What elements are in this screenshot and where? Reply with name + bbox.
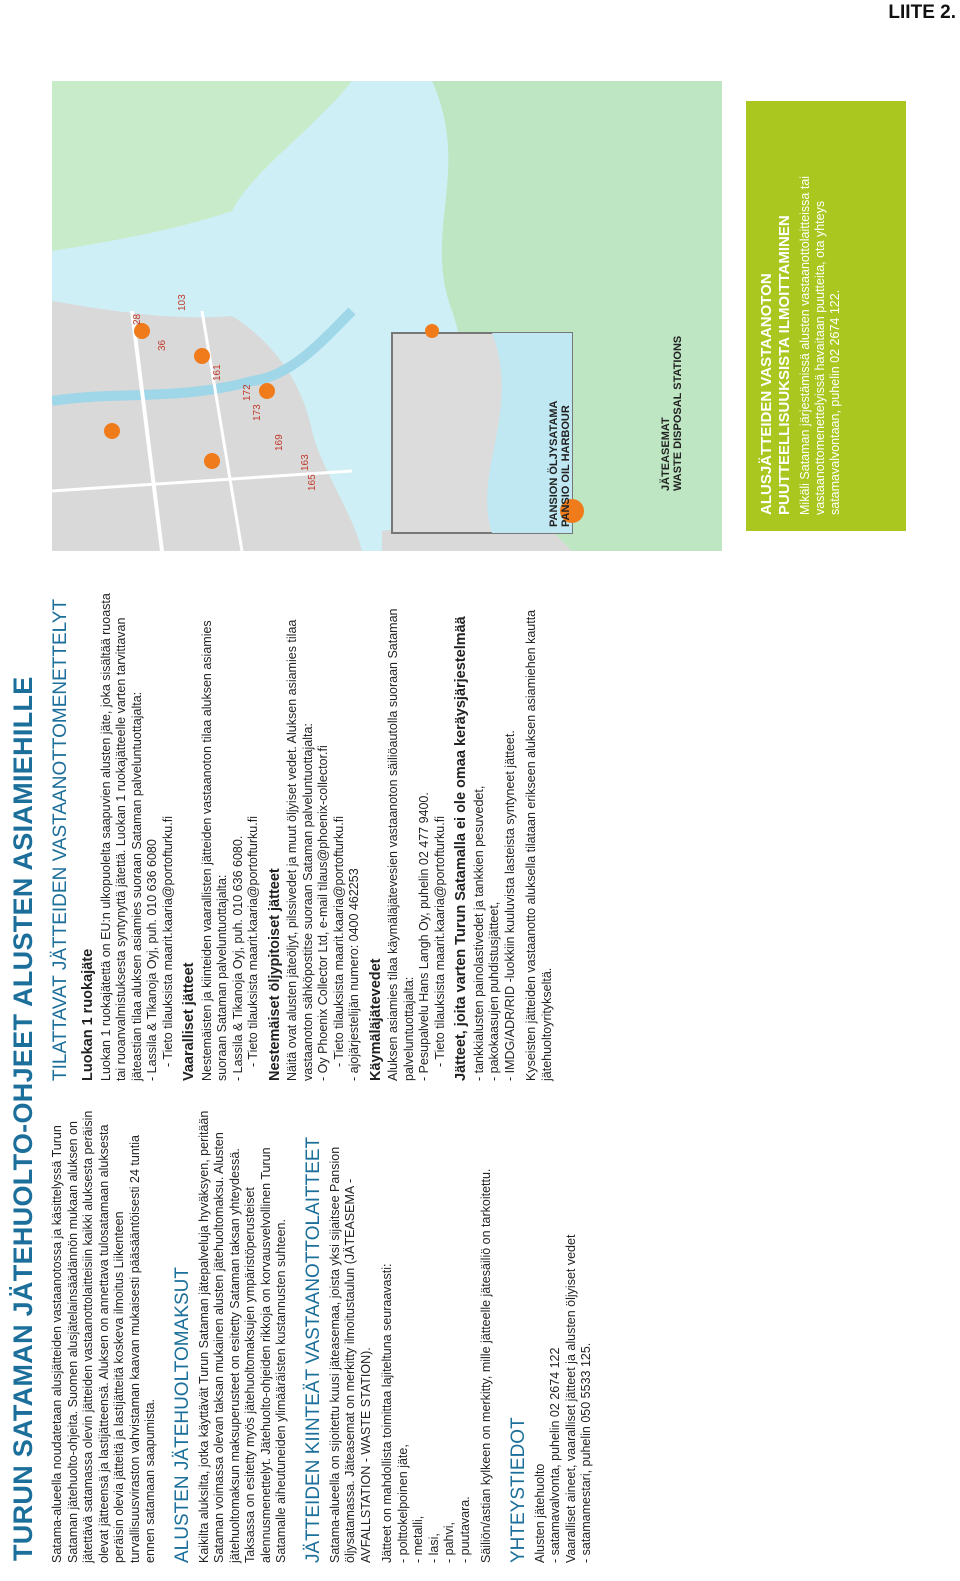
notice-title-1: ALUSJÄTTEIDEN VASTAANOTON: [758, 273, 775, 515]
list-item: - Tieto tilauksista maarit.kaaria@portofturku.fi: [331, 816, 346, 1067]
list-item: - lasi,: [426, 1533, 441, 1563]
other-waste-title: Jätteet, joita varten Turun Satamalla ei ole omaa keräysjärjestelmää: [453, 616, 469, 1081]
oil-title: Nestemäiset öljypitoiset jätteet: [266, 868, 283, 1081]
list-item: - Lassila & Tikanoja Oyj, puh. 010 636 6080.: [230, 835, 245, 1081]
berth-number: 172: [242, 384, 253, 401]
harbour-map: [52, 81, 722, 551]
list-item: - Tieto tilauksista maarit.kaaria@portofturku.fi: [160, 816, 175, 1067]
class1-paragraph: Luokan 1 ruokajätettä on EU:n ulkopuolelta saapuvien alusten jäte, joka sisältää ruoasta tai ruoanvalmistuksesta syntynyttä jätettä. Luokan 1 ruokajätteelle varten tarvittavan jäteastian tilaa aluksen asiamies suoraan Sataman palveluntuottajalta:: [98, 593, 144, 1081]
notice-title-2: PUUTTEELLISUUKSISTA ILMOITTAMINEN: [776, 215, 793, 515]
list-item: - satamavalvonta, puhelin 02 2674 122: [548, 1347, 562, 1563]
list-item: - Pesupalvelu Hans Langh Oy, puhelin 02 477 9400.: [417, 792, 431, 1081]
sewage-paragraph: Aluksen asiamies tilaa käymäläjätevesien vastaanoton säiliöautolla suoraan Sataman palveluntuottajalta:: [386, 608, 416, 1081]
fees-paragraph: Kaikilta aluksilta, jotka käyttävät Turun Sataman jätepalveluja hyväksyen, peritään Sataman voimassa olevan taksan mukainen alusten jätehuoltomaksu. Alusten jätehuoltomaksun maksuperusteet on esitetty Sataman taksan yhteydessä. Taksassa on esitetty myös jätehuoltomaksujen ympäristöperusteiset alennusmenettelyt. Jätehuolto-ohjeiden rikkoja on korvausvelvollinen Turun Satamalle aiheutuneiden ylimääräisten kustannusten suhteen.: [196, 1110, 288, 1563]
notice-text: Mikäli Sataman järjestämissä alusten vastaanottolaitteissa tai vastaanottomenettelyissä havaitaan puutteita, ota yhteys satamavalvontaan, puhelin 02 2674 122.: [798, 175, 842, 515]
sorting-list: [396, 1103, 474, 1563]
map-green-land: [52, 81, 352, 251]
list-item: - metalli,: [411, 1515, 425, 1563]
list-item: - tankkialusten painolastivedet ja tankkien pesuvedet,: [471, 785, 486, 1081]
container-note: Säiliön/astian kylkeen on merkitty, mille jätteelle jätesäiliö on tarkoitettu.: [479, 1168, 493, 1563]
fees-heading: ALUSTEN JÄTEHUOLTOMAKSUT: [171, 1267, 193, 1563]
waste-station-marker: [259, 383, 275, 399]
waste-label-fi: JÄTEASEMAT: [660, 417, 672, 491]
list-item: - pakokaasujen puhdistusjätteet,: [487, 901, 501, 1081]
other-waste-note: Kyseisten jätteiden vastaanotto aluksella tilataan erikseen aluksen asiamiehen kautta jätehuoltoyritykseltä.: [524, 609, 554, 1081]
pansio-label-fi: PANSION ÖLJYSATAMA: [548, 400, 560, 527]
list-item: - satamamestari, puhelin 050 5533 125.: [579, 1342, 593, 1563]
orderable-heading: TILATTAVAT JÄTTEIDEN VASTAANOTTOMENETTELYT: [50, 598, 71, 1081]
left-column: [50, 1103, 601, 1563]
oil-list: [316, 591, 363, 1081]
list-item: - Lassila & Tikanoja Oyj, puh. 010 636 6080: [145, 839, 159, 1081]
pansio-label: [548, 400, 572, 527]
list-item: - Tieto tilauksista maarit.kaaria@portofturku.fi: [432, 816, 447, 1067]
berth-number: 28: [132, 313, 143, 325]
class1-list: [145, 591, 176, 1081]
berth-number: 36: [157, 339, 168, 351]
oil-paragraph: Näitä ovat alusten jäteöljyt, pilssivedet ja muut öljyiset vedet. Aluksen asiamies tilaa vastaanoton sähköpostitse suoraan Sataman palveluntuottajalta:: [285, 619, 315, 1081]
list-item: - Tieto tilauksista maarit.kaaria@portofturku.fi: [246, 816, 260, 1067]
fixed-stations-paragraph: Satama-alueella on sijoitettu kuusi jäteasemaa, joista yksi sijaitsee Pansion öljysatamassa. Jäteasemat on merkitty ilmoitustaulun (JÄTEASEMA - AVFALLSTATION - WASTE STATION).: [327, 1146, 373, 1563]
berth-number: 161: [212, 364, 223, 381]
map-graphic: [52, 81, 722, 551]
berth-number: 163: [300, 454, 311, 471]
waste-station-marker: [104, 423, 120, 439]
fixed-list-intro: Jätteet on mahdollista toimittaa lajiteltuna seuraavasti:: [380, 1263, 394, 1563]
waste-station-marker: [134, 323, 150, 339]
hazardous-paragraph: Nestemäisten ja kiinteiden vaarallisten jätteiden vastaanoton tilaa aluksen asiamies suoraan Sataman palveluntuottajalta:: [199, 620, 229, 1081]
list-item: - puutavara.: [457, 1496, 472, 1563]
berth-number: 103: [177, 294, 188, 311]
intro-paragraph: Satama-alueella noudatetaan alusjätteiden vastaanotossa ja käsittelyssä Turun Sataman jätehuolto-ohjeita. Suomen alusjätelainsäädännön mukaan aluksen on jätettävä satamassa olevin jätteiden vastaanottolaitteisiin kaikki aluksesta peräisin olevat jätteensä ja lastijätteensä. Aluksen on annettava tulosatamaan aluksesta peräisin olevia jätteitä ja lastijätteitä koskeva ilmoitus Liikenteen turvallisuusviraston vahvistaman kaavan mukaisesti pääsääntöisesti 24 tuntia ennen satamaan saapumista.: [50, 1110, 157, 1563]
hazardous-title: Vaaralliset jätteet: [181, 962, 197, 1081]
list-item: - polttokelpoinen jäte,: [395, 1444, 410, 1563]
waste-station-marker: [425, 324, 439, 338]
list-item: - pahvi,: [442, 1522, 456, 1563]
other-waste-list: [472, 591, 519, 1081]
waste-station-marker: [204, 453, 220, 469]
sewage-list: [417, 591, 448, 1081]
waste-label-en: WASTE DISPOSAL STATIONS: [672, 335, 684, 491]
list-item: Alusten jätehuolto: [532, 1463, 547, 1563]
hazardous-list: [231, 591, 262, 1081]
right-column: [50, 591, 561, 1081]
berth-number: 173: [252, 404, 263, 421]
contact-heading: YHTEYSTIEDOT: [507, 1417, 529, 1563]
list-item: Vaaralliset aineet, vaaralliset jätteet ja alusten öljyiset vedet: [563, 1234, 578, 1563]
pansio-label-en: PANSIO OIL HARBOUR: [560, 405, 572, 527]
contact-list: [533, 1103, 595, 1563]
list-item: - ajojärjestelijän numero: 0400 462253: [347, 868, 361, 1081]
berth-number: 169: [274, 434, 285, 451]
fixed-stations-heading: JÄTTEIDEN KIINTEÄT VASTAANOTTOLAITTEET: [302, 1136, 324, 1563]
appendix-label: LIITE 2.: [888, 2, 956, 23]
sewage-title: Käymäläjätevedet: [367, 958, 384, 1081]
list-item: - IMDG/ADR/RID -luokkiin kuuluvista lasteista syntyneet jätteet.: [502, 730, 517, 1081]
waste-stations-label: [660, 336, 684, 491]
waste-station-marker: [194, 348, 210, 364]
class1-title: Luokan 1 ruokajäte: [80, 948, 96, 1081]
berth-number: 165: [307, 474, 318, 491]
deficiency-notice: [746, 101, 906, 531]
list-item: - Oy Phoenix Collector Ltd, e-mail tilaus@phoenix-collector.fi: [316, 745, 330, 1081]
page-title: TURUN SATAMAN JÄTEHUOLTO-OHJEET ALUSTEN ASIAMIEHILLE: [8, 676, 38, 1561]
